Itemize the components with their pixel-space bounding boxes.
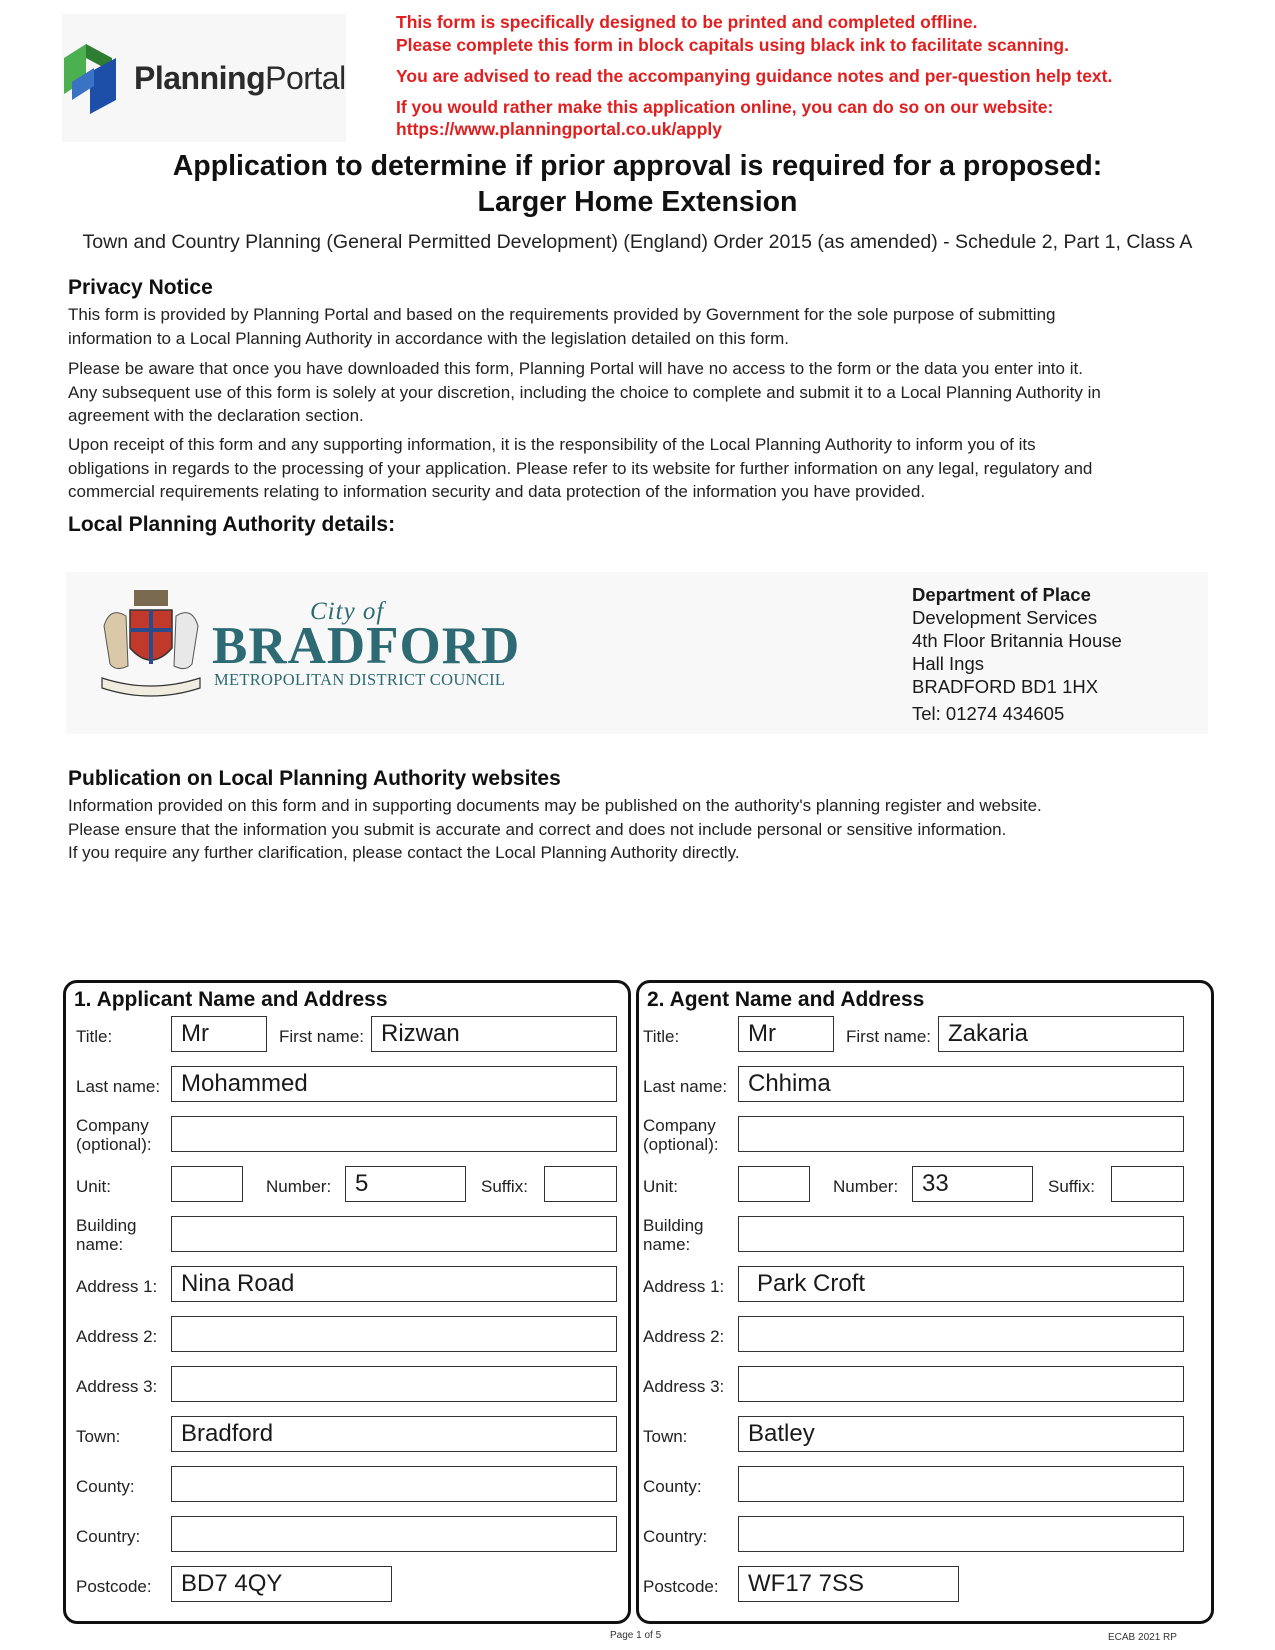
address1-label: Address 1: [76, 1277, 158, 1296]
publication-line: Information provided on this form and in supporting documents may be published on the authority's planning register and website. [68, 796, 1042, 815]
agent-first-name-field[interactable]: Zakaria [938, 1016, 1184, 1052]
applicant-number-field[interactable]: 5 [345, 1166, 466, 1202]
agent-unit-field[interactable] [738, 1166, 810, 1202]
last-name-label: Last name: [643, 1077, 728, 1096]
agent-building-field[interactable] [738, 1216, 1184, 1252]
applicant-last-name-field[interactable]: Mohammed [171, 1066, 617, 1102]
postcode-label: Postcode: [76, 1577, 152, 1596]
agent-address1-field[interactable]: Park Croft [738, 1266, 1184, 1302]
building-name-label: Building name: [643, 1216, 704, 1254]
lpa-city-of: City of [310, 598, 385, 625]
number-label: Number: [833, 1177, 899, 1196]
agent-company-field[interactable] [738, 1116, 1184, 1152]
lpa-address-department: Department of Place [912, 584, 1091, 605]
suffix-label: Suffix: [481, 1177, 528, 1196]
applicant-address2-field[interactable] [171, 1316, 617, 1352]
county-label: County: [643, 1477, 702, 1496]
applicant-suffix-field[interactable] [544, 1166, 617, 1202]
applicant-address3-field[interactable] [171, 1366, 617, 1402]
logo-wordmark: PlanningPortal [134, 60, 346, 96]
address2-label: Address 2: [76, 1327, 158, 1346]
agent-country-field[interactable] [738, 1516, 1184, 1552]
notice-online: If you would rather make this application online, you can do so on our website: [396, 97, 1054, 117]
lpa-address-line: Hall Ings [912, 653, 984, 674]
applicant-heading: 1. Applicant Name and Address [74, 988, 388, 1011]
privacy-p2-line: Any subsequent use of this form is solely at your discretion, including the choice to complete and submit it to a Local Planning Authority in [68, 382, 1101, 402]
legislation-subtitle: Town and Country Planning (General Permitted Development) (England) Order 2015 (as amended) - Schedule 2, Part 1, Class A [82, 231, 1193, 253]
agent-title-field[interactable]: Mr [738, 1016, 834, 1052]
title-label: Title: [76, 1027, 113, 1046]
lpa-name: BRADFORD [212, 617, 521, 675]
publication-heading: Publication on Local Planning Authority websites [68, 767, 561, 790]
number-label: Number: [266, 1177, 332, 1196]
privacy-p3-line: commercial requirements relating to information security and data protection of the information you have provided. [68, 482, 926, 501]
agent-address2-field[interactable] [738, 1316, 1184, 1352]
page-number: Page 1 of 5 [610, 1630, 662, 1641]
privacy-p1-line: This form is provided by Planning Portal and based on the requirements provided by Government for the sole purpose of submitting [68, 305, 1056, 324]
town-label: Town: [76, 1427, 121, 1446]
lpa-heading: Local Planning Authority details: [68, 513, 396, 536]
notice-block-capitals: Please complete this form in block capitals using black ink to facilitate scanning. [396, 35, 1069, 55]
applicant-country-field[interactable] [171, 1516, 617, 1552]
applicant-panel [63, 980, 631, 1624]
county-label: County: [76, 1477, 135, 1496]
lpa-council: METROPOLITAN DISTRICT COUNCIL [214, 670, 506, 689]
applicant-unit-field[interactable] [171, 1166, 243, 1202]
first-name-label: First name: [279, 1027, 365, 1046]
unit-label: Unit: [643, 1177, 678, 1196]
town-label: Town: [643, 1427, 688, 1446]
agent-address3-field[interactable] [738, 1366, 1184, 1402]
notice-guidance: You are advised to read the accompanying guidance notes and per-question help text. [396, 66, 1113, 86]
publication-text [68, 794, 1208, 865]
lpa-address-line: Development Services [912, 607, 1098, 628]
applicant-building-field[interactable] [171, 1216, 617, 1252]
privacy-paragraph-3 [68, 433, 1208, 504]
notice-url-link[interactable]: https://www.planningportal.co.uk/apply [396, 119, 723, 139]
form-code: ECAB 2021 RP [1108, 1632, 1177, 1643]
applicant-postcode-field[interactable]: BD7 4QY [171, 1566, 392, 1602]
page-title: Application to determine if prior approval is required for a proposed: [172, 150, 1103, 182]
coat-of-arms-icon [96, 586, 206, 701]
planning-portal-logo [62, 14, 346, 142]
country-label: Country: [643, 1527, 708, 1546]
privacy-p2-line: Please be aware that once you have downloaded this form, Planning Portal will have no access to the form or the data you enter into it. [68, 359, 1083, 378]
applicant-county-field[interactable] [171, 1466, 617, 1502]
company-label: Company (optional): [643, 1116, 719, 1154]
privacy-p3-line: Upon receipt of this form and any supporting information, it is the responsibility of the Local Planning Authority to inform you of its [68, 435, 1036, 454]
page-title-line2: Larger Home Extension [477, 186, 798, 218]
agent-last-name-field[interactable]: Chhima [738, 1066, 1184, 1102]
publication-line: If you require any further clarification, please contact the Local Planning Authority directly. [68, 843, 740, 862]
privacy-heading: Privacy Notice [68, 276, 213, 299]
privacy-p1-line: information to a Local Planning Authority in accordance with the legislation detailed on this form. [68, 328, 790, 348]
publication-line: Please ensure that the information you submit is accurate and correct and does not include personal or sensitive information. [68, 819, 1007, 839]
agent-suffix-field[interactable] [1111, 1166, 1184, 1202]
lpa-telephone: Tel: 01274 434605 [912, 703, 1065, 724]
applicant-address1-field[interactable]: Nina Road [171, 1266, 617, 1302]
applicant-title-field[interactable]: Mr [171, 1016, 267, 1052]
postcode-label: Postcode: [643, 1577, 719, 1596]
planning-portal-logo-icon [64, 42, 124, 114]
privacy-p2-line: agreement with the declaration section. [68, 406, 364, 425]
agent-number-field[interactable]: 33 [912, 1166, 1033, 1202]
address2-label: Address 2: [643, 1327, 725, 1346]
lpa-address-line: 4th Floor Britannia House [912, 630, 1122, 651]
building-name-label: Building name: [76, 1216, 137, 1254]
applicant-town-field[interactable]: Bradford [171, 1416, 617, 1452]
country-label: Country: [76, 1527, 141, 1546]
applicant-first-name-field[interactable]: Rizwan [371, 1016, 617, 1052]
agent-county-field[interactable] [738, 1466, 1184, 1502]
agent-postcode-field[interactable]: WF17 7SS [738, 1566, 959, 1602]
unit-label: Unit: [76, 1177, 111, 1196]
agent-panel [636, 980, 1214, 1624]
title-label: Title: [643, 1027, 680, 1046]
first-name-label: First name: [846, 1027, 932, 1046]
privacy-p3-line: obligations in regards to the processing of your application. Please refer to its website for further information on any legal, regulatory and [68, 458, 1093, 478]
agent-town-field[interactable]: Batley [738, 1416, 1184, 1452]
lpa-details-box [66, 572, 1208, 734]
agent-heading: 2. Agent Name and Address [647, 988, 925, 1011]
address3-label: Address 3: [76, 1377, 158, 1396]
privacy-paragraph-2 [68, 357, 1208, 428]
suffix-label: Suffix: [1048, 1177, 1095, 1196]
privacy-paragraph-1 [68, 303, 1208, 350]
applicant-company-field[interactable] [171, 1116, 617, 1152]
company-label: Company (optional): [76, 1116, 152, 1154]
address3-label: Address 3: [643, 1377, 725, 1396]
last-name-label: Last name: [76, 1077, 161, 1096]
notice-offline: This form is specifically designed to be printed and completed offline. [396, 12, 978, 32]
address1-label: Address 1: [643, 1277, 725, 1296]
lpa-address-line: BRADFORD BD1 1HX [912, 676, 1099, 697]
